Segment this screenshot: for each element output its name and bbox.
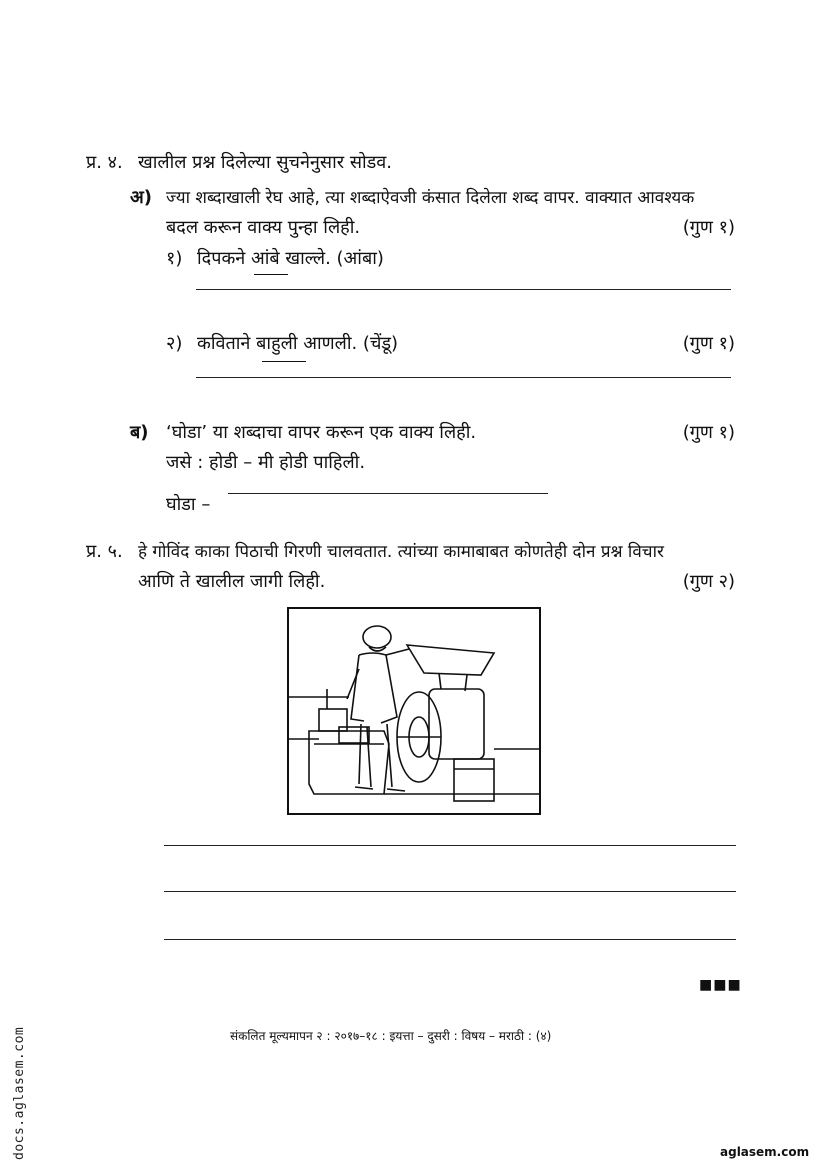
side-watermark: docs.aglasem.com xyxy=(12,1026,27,1160)
q4b-marks: (गुण १) xyxy=(682,422,735,443)
q4-instruction: खालील प्रश्न दिलेल्या सुचनेनुसार सोडव. xyxy=(138,152,393,173)
q5-line2: आणि ते खालील जागी लिही. xyxy=(138,571,326,592)
q5-marks: (गुण २) xyxy=(682,571,735,592)
q4b-prompt: घोडा – xyxy=(166,494,211,515)
q4a-item2-marks: (गुण १) xyxy=(682,333,735,354)
q4a-item1-answer-line[interactable] xyxy=(196,289,731,290)
q5-answer-line-3[interactable] xyxy=(164,939,736,940)
q5-answer-line-1[interactable] xyxy=(164,845,736,846)
page-footer: संकलित मूल्यमापन २ : २०१७–१८ : इयत्ता – दुसरी : विषय – मराठी : (४) xyxy=(230,1029,552,1043)
q4b-text: ‘घोडा’ या शब्दाचा वापर करून एक वाक्य लिही. xyxy=(166,422,477,443)
q4b-label: ब) xyxy=(130,422,149,443)
q4a-item2-num: २) xyxy=(166,333,183,354)
q5-answer-line-2[interactable] xyxy=(164,891,736,892)
q4a-item1-num: १) xyxy=(166,248,183,269)
q4a-line1: ज्या शब्दाखाली रेघ आहे, त्या शब्दाऐवजी कंसात दिलेला शब्द वापर. वाक्यात आवश्यक xyxy=(166,188,695,208)
brand-label: aglasem.com xyxy=(720,1145,810,1159)
q5-line1: हे गोविंद काका पिठाची गिरणी चालवतात. त्यांच्या कामाबाबत कोणतेही दोन प्रश्न विचार xyxy=(138,542,664,562)
q4a-item2-underline xyxy=(262,361,306,362)
q4a-item2-text: कविताने बाहुली आणली. (चेंडू) xyxy=(197,333,399,354)
q4a-item2-answer-line[interactable] xyxy=(196,377,731,378)
q4a-item1-underline xyxy=(254,274,288,275)
q4b-example: जसे : होडी – मी होडी पाहिली. xyxy=(166,452,366,473)
q4b-answer-line[interactable] xyxy=(228,493,548,494)
q4-number: प्र. ४. xyxy=(86,152,123,173)
q4a-item1-text: दिपकने आंबे खाल्ले. (आंबा) xyxy=(197,248,384,269)
q5-number: प्र. ५. xyxy=(86,541,123,562)
flour-mill-illustration xyxy=(287,607,541,815)
end-marker: ■■■ xyxy=(699,977,742,993)
q4a-label: अ) xyxy=(130,187,152,208)
q4a-marks: (गुण १) xyxy=(682,217,735,238)
q4a-line2: बदल करून वाक्य पुन्हा लिही. xyxy=(166,217,361,238)
